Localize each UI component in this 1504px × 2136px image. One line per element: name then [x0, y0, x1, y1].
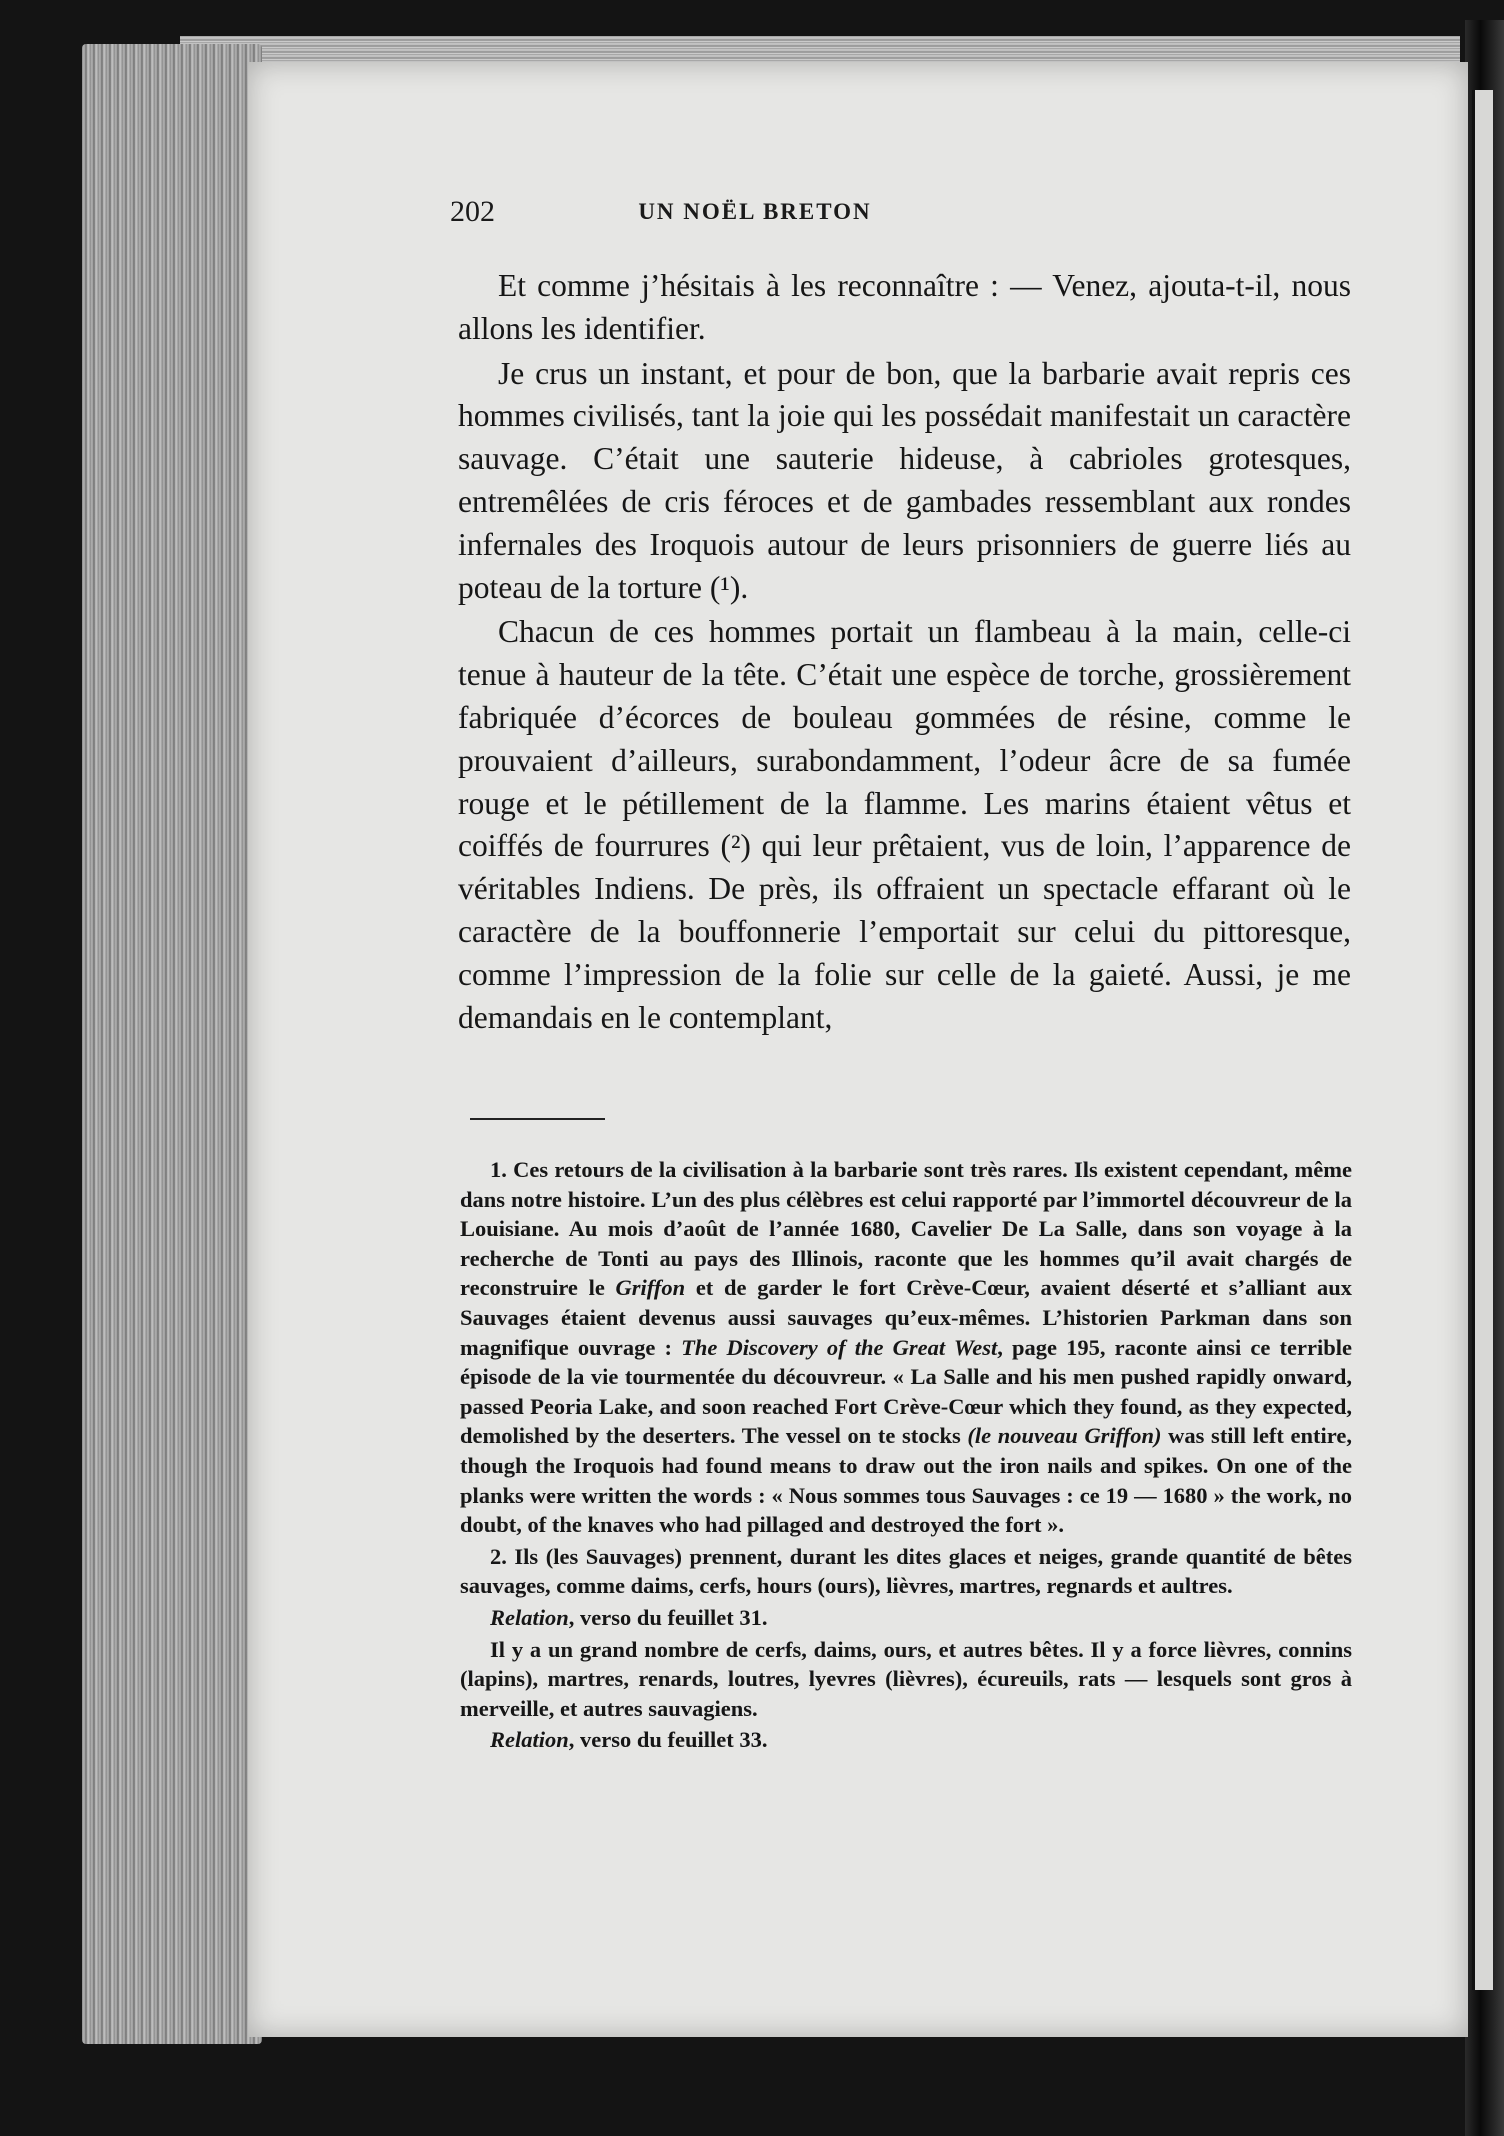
- footnote-1-book-title: The Discovery of the Great West: [681, 1334, 998, 1360]
- relation-title-1: Relation: [490, 1604, 569, 1630]
- main-text: [458, 265, 1351, 1041]
- footnote-rule: [470, 1118, 605, 1120]
- footnote-1: [460, 1155, 1352, 1540]
- footnote-2-source-1: [460, 1603, 1352, 1633]
- footnote-1-griffon: Griffon: [615, 1275, 686, 1301]
- paragraph-3: Chacun de ces hommes portait un flambeau à la main, celle-ci tenue à hauteur de la tête. C’était une espèce de torche, grossièrement fabriquée d’écorces de bouleau gommées de résine, comme le prouvaient d’ailleurs, surabondamment, l’odeur âcre de sa fumée rouge et le pétillement de la flamme. Les marins étaient vêtus et coiffés de fourrures (²) qui leur prêtaient, vus de loin, l’apparence de véritables Indiens. De près, ils offraient un spectacle effarant où le caractère de la bouffonnerie l’emportait sur celui du pittoresque, comme l’impression de la folie sur celle de la gaieté. Aussi, je me demandais en le contemplant,: [458, 614, 1351, 1035]
- page-number: 202: [450, 195, 495, 228]
- paragraph-1: Et comme j’hésitais à les reconnaître : — Venez, ajouta-t-il, nous allons les identifier.: [458, 268, 1351, 346]
- footnote-1-text-c: , page 195, raconte ainsi ce terrible épisode de la vie tourmentée du découvreur. « La Salle and his men pushed rapidly onward, passed Peoria Lake, and soon reached Fort Crève-Cœur which they found, as they expected, demolished by the deserters. The vessel on te stocks: [460, 1334, 1352, 1449]
- relation-title-2: Relation: [490, 1727, 569, 1753]
- page-header: [450, 195, 1060, 235]
- footnote-1-vessel: (le nouveau Griffon): [967, 1423, 1162, 1449]
- footnote-1-text-b: et de garder le fort Crève-Cœur, avaient déserté et s’alliant aux Sauvages étaient devenus aussi sauvages qu’eux-mêmes. L’historien Parkman dans son magnifique ouvrage :: [460, 1275, 1352, 1360]
- footnote-2-source-2: [460, 1725, 1352, 1755]
- footnotes: [460, 1155, 1352, 1757]
- footnote-1-text-d: was still left entire, though the Iroquois had found means to draw out the iron nails and spikes. On one of the planks were written the words : « Nous sommes tous Sauvages : ce 19 — 1680 » the work, no doubt, of the knaves who had pillaged and destroyed the fort ».: [460, 1423, 1352, 1538]
- relation-ref-2: , verso du feuillet 33.: [568, 1727, 768, 1753]
- footnote-2-continued: Il y a un grand nombre de cerfs, daims, ours, et autres bêtes. Il y a force lièvres, connins (lapins), martres, renards, loutres, lyevres (lièvres), écureuils, rats — lesquels sont gros à merveille, et autres sauvagiens.: [460, 1636, 1352, 1721]
- paragraph-2: Je crus un instant, et pour de bon, que la barbarie avait repris ces hommes civilisés, tant la joie qui les possédait manifestait un caractère sauvage. C’était une sauterie hideuse, à cabrioles grotesques, entremêlées de cris féroces et de gambades ressemblant aux rondes infernales des Iroquois autour de leurs prisonniers de guerre liés au poteau de la torture (¹).: [458, 355, 1351, 605]
- footnote-2: 2. Ils (les Sauvages) prennent, durant les dites glaces et neiges, grande quantité de bêtes sauvages, comme daims, cerfs, hours (ours), lièvres, martres, regnards et aultres.: [460, 1543, 1352, 1599]
- facing-page-edge: [1472, 90, 1493, 1990]
- page-edges-stack: [82, 44, 262, 2044]
- relation-ref-1: , verso du feuillet 31.: [568, 1604, 768, 1630]
- footnote-1-text-a: 1. Ces retours de la civilisation à la barbarie sont très rares. Ils existent cependant, même dans notre histoire. L’un des plus célèbres est celui rapporté par l’immortel découvreur de la Louisiane. Au mois d’août de l’année 1680, Cavelier De La Salle, dans son voyage à la recherche de Tonti au pays des Illinois, raconte que les hommes qu’il avait chargés de reconstruire le: [460, 1157, 1352, 1301]
- running-head: UN NOËL BRETON: [638, 199, 872, 224]
